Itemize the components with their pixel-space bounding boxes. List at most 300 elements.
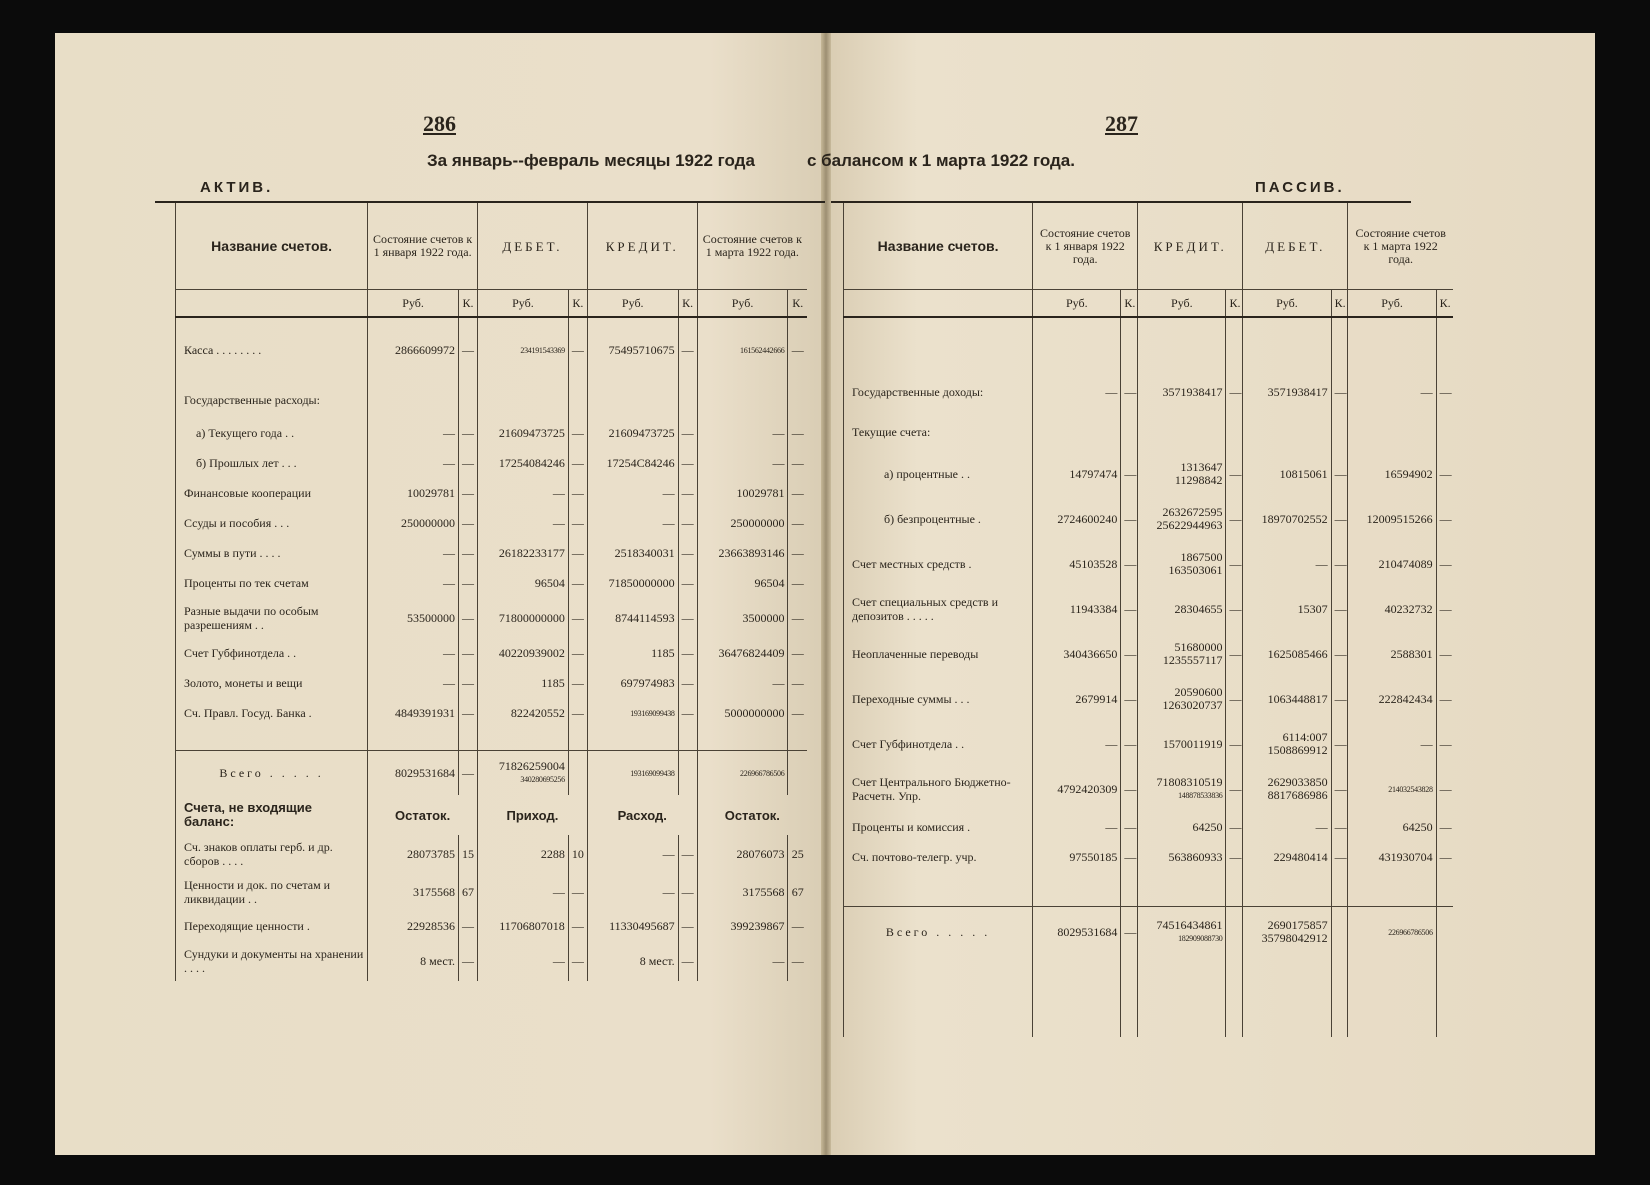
state-mar-rub: —	[697, 668, 788, 698]
state-jan-kop: —	[1121, 632, 1138, 676]
income-kop: —	[568, 911, 587, 941]
sub-header-rub: Руб.	[1033, 290, 1121, 318]
spacer-cell	[844, 957, 1033, 1037]
col-header-name: Название счетов.	[176, 203, 368, 290]
remainder-end-kop: 25	[788, 835, 807, 873]
sub-header-rub: Руб.	[368, 290, 459, 318]
table-row	[844, 372, 1454, 412]
state-mar-rub: 250000000	[697, 508, 788, 538]
spacer-cell	[1331, 317, 1348, 372]
state-mar-kop: —	[788, 638, 807, 668]
credit-rub: 21609473725	[587, 418, 678, 448]
total-mar-rub: 226966786506	[697, 751, 788, 796]
credit-rub-carry: 1867500	[1180, 550, 1223, 564]
outside-row	[176, 941, 808, 981]
state-mar-kop: —	[788, 598, 807, 638]
state-mar-rub	[697, 382, 788, 418]
total-debit-carry: 2690175857	[1267, 918, 1328, 932]
total-label: Всего . . . . .	[844, 907, 1033, 958]
credit-rub-carry: 2632672595	[1162, 505, 1223, 519]
state-jan-rub: 10029781	[368, 478, 459, 508]
sub-header-empty	[176, 290, 368, 318]
state-jan-rub: 250000000	[368, 508, 459, 538]
table-row	[176, 448, 808, 478]
outside-row	[176, 911, 808, 941]
state-mar-rub: 214032543828	[1348, 766, 1436, 812]
spacer-cell	[176, 728, 368, 751]
outside-col-income: Приход.	[478, 795, 588, 835]
spacer-cell	[587, 728, 678, 751]
state-jan-rub: —	[1033, 372, 1121, 412]
remainder-end-kop: —	[788, 941, 807, 981]
account-name: б) безпроцентные .	[844, 496, 1033, 542]
credit-rub: 1185	[587, 638, 678, 668]
debit-rub	[1243, 766, 1331, 812]
debit-kop: —	[568, 478, 587, 508]
total-credit-value: 182909088730	[1178, 934, 1223, 943]
sub-header-rub: Руб.	[697, 290, 788, 318]
state-mar-rub: 431930704	[1348, 842, 1436, 872]
state-jan-kop: —	[1121, 842, 1138, 872]
state-mar-kop: —	[788, 448, 807, 478]
state-mar-rub	[1348, 412, 1436, 452]
table-row	[844, 412, 1454, 452]
state-mar-kop: —	[1436, 842, 1453, 872]
account-name: Разные выдачи по особым разрешениям . .	[176, 598, 368, 638]
spacer-cell	[368, 728, 459, 751]
debit-kop: —	[568, 538, 587, 568]
spacer-cell	[478, 728, 569, 751]
credit-kop: —	[1226, 722, 1243, 766]
remainder-start-kop: —	[459, 941, 478, 981]
debit-rub: 822420552	[478, 698, 569, 728]
credit-rub: 1570011919	[1138, 722, 1226, 766]
sub-header-kop: К.	[459, 290, 478, 318]
debit-rub: 96504	[478, 568, 569, 598]
spacer-cell	[568, 728, 587, 751]
state-jan-rub: —	[368, 418, 459, 448]
state-jan-rub: —	[368, 668, 459, 698]
total-debit	[478, 751, 569, 796]
income-kop: 10	[568, 835, 587, 873]
account-name: Проценты и комиссия .	[844, 812, 1033, 842]
spacer-cell	[697, 728, 788, 751]
income: —	[478, 873, 569, 911]
debit-rub: 40220939002	[478, 638, 569, 668]
income: 2288	[478, 835, 569, 873]
debit-rub: —	[1243, 812, 1331, 842]
state-mar-kop: —	[788, 418, 807, 448]
account-name: Сундуки и документы на хранении . . . .	[176, 941, 368, 981]
income: —	[478, 941, 569, 981]
expense: —	[587, 835, 678, 873]
credit-kop: —	[1226, 586, 1243, 632]
spacer-cell	[1243, 872, 1331, 907]
state-mar-rub: —	[1348, 372, 1436, 412]
account-name: Ценности и док. по счетам и ликвидации . .	[176, 873, 368, 911]
sub-header-rub: Руб.	[478, 290, 569, 318]
state-mar-rub: 10029781	[697, 478, 788, 508]
state-jan-rub: —	[1033, 812, 1121, 842]
spacer-cell	[1138, 872, 1226, 907]
spacer-row	[844, 872, 1454, 907]
income: 11706807018	[478, 911, 569, 941]
remainder-end: 399239867	[697, 911, 788, 941]
table-row	[844, 586, 1454, 632]
state-mar-rub: —	[1348, 722, 1436, 766]
debit-kop: —	[1331, 812, 1348, 842]
side-label-passiv: ПАССИВ.	[1255, 179, 1345, 196]
expense-kop: —	[678, 835, 697, 873]
account-name: Текущие счета:	[844, 412, 1033, 452]
spacer-cell	[1138, 317, 1226, 372]
total-credit-rub: 193169099438	[587, 751, 678, 796]
spacer-cell	[1331, 957, 1348, 1037]
debit-kop: —	[568, 317, 587, 382]
state-mar-kop: —	[1436, 372, 1453, 412]
aktiv-table	[175, 203, 807, 981]
state-mar-kop: —	[788, 508, 807, 538]
account-name: Неоплаченные переводы	[844, 632, 1033, 676]
state-jan-kop: —	[1121, 766, 1138, 812]
state-mar-kop: —	[788, 568, 807, 598]
spacer-cell	[1243, 317, 1331, 372]
table-row	[844, 676, 1454, 722]
account-name: Счет специальных средств и депозитов . . . . .	[844, 586, 1033, 632]
total-debit-kop	[568, 751, 587, 796]
credit-rub-carry: 51680000	[1174, 640, 1223, 654]
state-mar-kop: —	[788, 668, 807, 698]
col-header-state-jan: Состояние счетов к 1 января 1922 года.	[1033, 203, 1138, 290]
debit-rub: —	[1243, 542, 1331, 586]
account-name: Переходящие ценности .	[176, 911, 368, 941]
spacer-cell	[678, 728, 697, 751]
debit-kop: —	[1331, 722, 1348, 766]
sub-header-kop: К.	[678, 290, 697, 318]
col-header-credit: КРЕДИТ.	[587, 203, 697, 290]
sub-header-empty	[844, 290, 1033, 318]
account-name: Счет Губфинотдела . .	[176, 638, 368, 668]
outside-col-remainder-end: Остаток.	[697, 795, 807, 835]
credit-rub-value: 11298842	[1174, 473, 1223, 487]
income-kop: —	[568, 873, 587, 911]
debit-rub	[1243, 412, 1331, 452]
state-mar-rub: 16594902	[1348, 452, 1436, 496]
credit-rub-value: 1235557117	[1162, 653, 1223, 667]
spacer-cell	[1348, 317, 1436, 372]
debit-kop	[1331, 412, 1348, 452]
debit-kop: —	[1331, 372, 1348, 412]
debit-rub-carry: 2629033850	[1267, 775, 1328, 789]
col-header-credit: КРЕДИТ.	[1138, 203, 1243, 290]
total-jan-kop: —	[459, 751, 478, 796]
credit-rub	[587, 382, 678, 418]
credit-rub: 17254С84246	[587, 448, 678, 478]
account-name: Суммы в пути . . . .	[176, 538, 368, 568]
state-jan-rub: 53500000	[368, 598, 459, 638]
table-row	[844, 496, 1454, 542]
account-name: Финансовые кооперации	[176, 478, 368, 508]
page-number-left: 286	[423, 111, 456, 136]
debit-kop	[568, 382, 587, 418]
spacer-cell	[1436, 317, 1453, 372]
total-jan-rub: 8029531684	[368, 751, 459, 796]
account-name: Сч. знаков оплаты герб. и др. сборов . . . .	[176, 835, 368, 873]
debit-rub: 18970702552	[1243, 496, 1331, 542]
credit-kop: —	[678, 448, 697, 478]
total-row	[844, 907, 1454, 958]
debit-rub: 1063448817	[1243, 676, 1331, 722]
credit-kop: —	[1226, 542, 1243, 586]
income-kop: —	[568, 941, 587, 981]
credit-kop: —	[1226, 676, 1243, 722]
account-name: Переходные суммы . . .	[844, 676, 1033, 722]
spacer-cell	[1348, 872, 1436, 907]
state-mar-kop: —	[788, 317, 807, 382]
credit-rub: 8744114593	[587, 598, 678, 638]
spacer-cell	[459, 728, 478, 751]
remainder-start: 22928536	[368, 911, 459, 941]
state-jan-kop: —	[459, 317, 478, 382]
debit-rub: 229480414	[1243, 842, 1331, 872]
debit-kop: —	[568, 418, 587, 448]
credit-kop: —	[678, 508, 697, 538]
state-mar-kop: —	[1436, 586, 1453, 632]
state-mar-kop: —	[1436, 722, 1453, 766]
state-mar-rub: 210474089	[1348, 542, 1436, 586]
state-jan-rub: 45103528	[1033, 542, 1121, 586]
spacer-cell	[1121, 317, 1138, 372]
expense: 8 мест.	[587, 941, 678, 981]
outside-col-remainder: Остаток.	[368, 795, 478, 835]
outside-row	[176, 835, 808, 873]
account-name: Счет Центрального Бюджетно-Расчетн. Упр.	[844, 766, 1033, 812]
state-mar-kop: —	[1436, 496, 1453, 542]
side-label-aktiv: АКТИВ.	[200, 179, 274, 196]
debit-rub-value: 1508869912	[1267, 743, 1328, 757]
expense-kop: —	[678, 941, 697, 981]
state-mar-kop	[788, 382, 807, 418]
debit-kop: —	[1331, 586, 1348, 632]
debit-kop: —	[568, 448, 587, 478]
spacer-cell	[788, 728, 807, 751]
sub-header-kop: К.	[1121, 290, 1138, 318]
remainder-start: 8 мест.	[368, 941, 459, 981]
credit-kop: —	[1226, 812, 1243, 842]
debit-kop: —	[1331, 632, 1348, 676]
credit-rub-value: 25622944963	[1156, 518, 1223, 532]
debit-rub: 17254084246	[478, 448, 569, 478]
spacer-cell	[1436, 957, 1453, 1037]
credit-kop	[678, 382, 697, 418]
sub-header-kop: К.	[1226, 290, 1243, 318]
sub-header-kop: К.	[568, 290, 587, 318]
credit-rub: 75495710675	[587, 317, 678, 382]
state-jan-kop	[459, 382, 478, 418]
state-jan-kop: —	[1121, 812, 1138, 842]
spacer-cell	[844, 317, 1033, 372]
credit-rub: 697974983	[587, 668, 678, 698]
account-name: Касса . . . . . . . .	[176, 317, 368, 382]
debit-kop: —	[568, 568, 587, 598]
credit-rub	[1138, 676, 1226, 722]
col-header-debit: ДЕБЕТ.	[1243, 203, 1348, 290]
title-right: с балансом к 1 марта 1922 года.	[807, 151, 1075, 170]
debit-kop: —	[568, 598, 587, 638]
state-mar-rub: 2588301	[1348, 632, 1436, 676]
debit-rub: 26182233177	[478, 538, 569, 568]
state-jan-rub: —	[368, 568, 459, 598]
spacer-row	[176, 728, 808, 751]
account-name: Сч. почтово-телегр. учр.	[844, 842, 1033, 872]
state-jan-rub: 2724600240	[1033, 496, 1121, 542]
debit-kop: —	[1331, 452, 1348, 496]
credit-kop	[1226, 412, 1243, 452]
debit-rub: —	[478, 478, 569, 508]
table-row	[844, 452, 1454, 496]
debit-kop: —	[1331, 766, 1348, 812]
account-name: б) Прошлых лет . . .	[176, 448, 368, 478]
col-header-state-mar: Состояние счетов к 1 марта 1922 года.	[697, 203, 807, 290]
credit-rub-value: 1263020737	[1162, 698, 1223, 712]
credit-rub	[1138, 496, 1226, 542]
table-row	[176, 668, 808, 698]
remainder-end-kop: 67	[788, 873, 807, 911]
table-row	[176, 638, 808, 668]
col-header-state-mar: Состояние счетов к 1 марта 1922 года.	[1348, 203, 1453, 290]
state-mar-rub: 36476824409	[697, 638, 788, 668]
debit-rub-carry: 6114:007	[1282, 730, 1328, 744]
state-mar-kop: —	[1436, 676, 1453, 722]
debit-kop: —	[568, 638, 587, 668]
expense-kop: —	[678, 873, 697, 911]
outside-balance-label: Счета, не входящие баланс:	[176, 795, 368, 835]
spacer-cell	[1226, 957, 1243, 1037]
state-jan-rub: 97550185	[1033, 842, 1121, 872]
debit-rub: 71800000000	[478, 598, 569, 638]
total-mar-kop	[788, 751, 807, 796]
remainder-start-kop: 67	[459, 873, 478, 911]
state-mar-kop: —	[1436, 632, 1453, 676]
state-mar-kop: —	[1436, 452, 1453, 496]
table-row	[176, 698, 808, 728]
total-jan-rub: 8029531684	[1033, 907, 1121, 958]
state-mar-rub: 161562442666	[697, 317, 788, 382]
debit-rub	[1243, 722, 1331, 766]
state-jan-kop: —	[1121, 722, 1138, 766]
spacer-cell	[1033, 957, 1121, 1037]
credit-kop: —	[678, 317, 697, 382]
table-row	[176, 568, 808, 598]
credit-kop: —	[1226, 632, 1243, 676]
credit-kop: —	[1226, 372, 1243, 412]
credit-kop: —	[1226, 766, 1243, 812]
spacer-cell	[1121, 872, 1138, 907]
state-jan-kop: —	[1121, 372, 1138, 412]
credit-kop: —	[1226, 452, 1243, 496]
state-mar-rub: 3500000	[697, 598, 788, 638]
state-jan-kop: —	[459, 538, 478, 568]
credit-rub	[1138, 632, 1226, 676]
total-jan-kop: —	[1121, 907, 1138, 958]
spacer-cell	[1033, 317, 1121, 372]
debit-kop: —	[1331, 542, 1348, 586]
credit-rub: —	[587, 508, 678, 538]
state-mar-rub: 222842434	[1348, 676, 1436, 722]
state-jan-rub: —	[368, 638, 459, 668]
spacer-cell	[1033, 872, 1121, 907]
credit-kop: —	[678, 668, 697, 698]
spacer-cell	[1243, 957, 1331, 1037]
state-jan-kop: —	[1121, 586, 1138, 632]
credit-kop: —	[678, 478, 697, 508]
expense-kop: —	[678, 911, 697, 941]
credit-rub: —	[587, 478, 678, 508]
state-mar-rub: 40232732	[1348, 586, 1436, 632]
spacer-cell	[1348, 957, 1436, 1037]
table-row	[844, 632, 1454, 676]
book-spread	[55, 33, 1595, 1155]
state-jan-kop: —	[459, 568, 478, 598]
total-label: Всего . . . . .	[176, 751, 368, 796]
outside-balance-header	[176, 795, 808, 835]
remainder-end-kop: —	[788, 911, 807, 941]
state-jan-rub	[368, 382, 459, 418]
state-mar-rub: 12009515266	[1348, 496, 1436, 542]
table-row	[176, 382, 808, 418]
total-credit-kop	[678, 751, 697, 796]
sub-header-rub: Руб.	[1138, 290, 1226, 318]
state-jan-rub: 340436650	[1033, 632, 1121, 676]
state-jan-rub: 4792420309	[1033, 766, 1121, 812]
credit-rub	[1138, 542, 1226, 586]
state-jan-kop: —	[459, 448, 478, 478]
state-jan-rub: 2679914	[1033, 676, 1121, 722]
state-mar-kop	[1436, 412, 1453, 452]
remainder-end: 28076073	[697, 835, 788, 873]
table-row	[176, 478, 808, 508]
total-row	[176, 751, 808, 796]
credit-rub-carry: 1313647	[1180, 460, 1223, 474]
debit-kop: —	[568, 668, 587, 698]
state-mar-kop: —	[1436, 766, 1453, 812]
spacer-cell	[1138, 957, 1226, 1037]
credit-kop: —	[678, 598, 697, 638]
debit-kop: —	[1331, 676, 1348, 722]
total-debit-value: 340280695256	[520, 775, 565, 784]
state-jan-rub: 4849391931	[368, 698, 459, 728]
passiv-table	[843, 203, 1453, 1037]
spacer-cell	[1331, 872, 1348, 907]
account-name: Проценты по тек счетам	[176, 568, 368, 598]
total-debit-kop	[1331, 907, 1348, 958]
expense: —	[587, 873, 678, 911]
sub-header-kop: К.	[1331, 290, 1348, 318]
table-row	[176, 317, 808, 382]
state-mar-kop: —	[1436, 542, 1453, 586]
state-jan-kop: —	[1121, 452, 1138, 496]
state-mar-kop: —	[788, 478, 807, 508]
outside-col-expense: Расход.	[587, 795, 697, 835]
col-header-name: Название счетов.	[844, 203, 1033, 290]
credit-rub	[1138, 766, 1226, 812]
state-jan-rub: 2866609972	[368, 317, 459, 382]
state-jan-kop: —	[459, 508, 478, 538]
remainder-start: 28073785	[368, 835, 459, 873]
credit-kop: —	[678, 638, 697, 668]
credit-rub-carry: 71808310519	[1156, 775, 1223, 789]
state-jan-kop: —	[459, 598, 478, 638]
